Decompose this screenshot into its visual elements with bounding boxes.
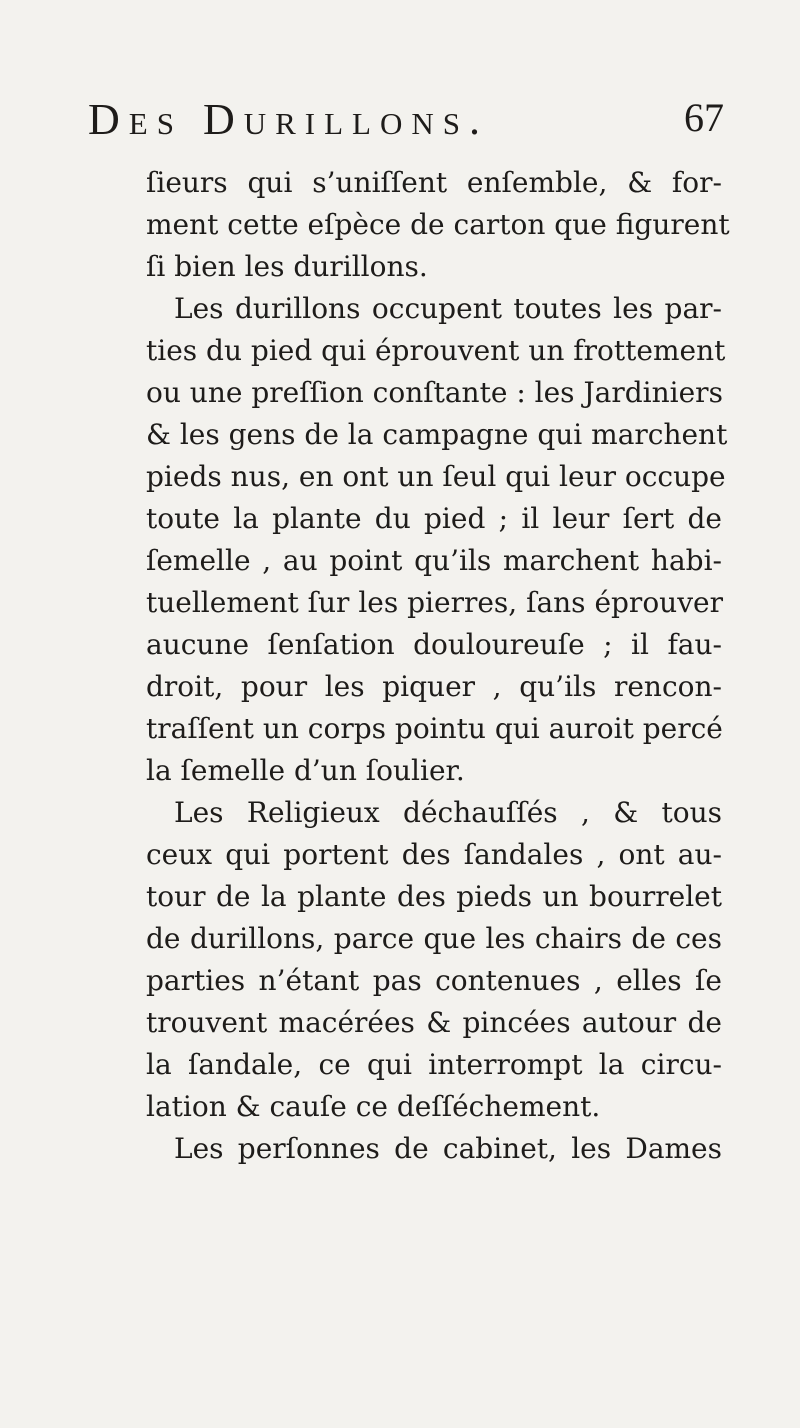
text-line: ties du pied qui éprouvent un frottement: [146, 334, 726, 367]
text-line: ou une preſſion conſtante : les Jardiniers: [146, 376, 723, 409]
text-line: de durillons, parce que les chairs de ces: [146, 922, 722, 955]
text-line: ceux qui portent des ſandales , ont au-: [146, 838, 722, 871]
running-head: [88, 90, 724, 150]
text-line: droit, pour les piquer , qu’ils rencon-: [146, 670, 722, 703]
text-line: ment cette eſpèce de carton que figurent: [146, 208, 730, 241]
text-line: Les durillons occupent toutes les par-: [174, 292, 722, 325]
text-line: Les Religieux déchauſſés , & tous: [174, 796, 722, 829]
text-line: aucune ſenſation douloureuſe ; il fau-: [146, 628, 722, 661]
text-line: lation & cauſe ce deſſéchement.: [146, 1090, 601, 1123]
running-title: Des Durillons.: [88, 95, 490, 144]
text-line: traſſent un corps pointu qui auroit percé: [146, 712, 723, 745]
text-line: pieds nus, en ont un ſeul qui leur occupe: [146, 460, 726, 493]
text-line: tour de la plante des pieds un bourrelet: [146, 880, 722, 913]
text-line: ſi bien les durillons.: [146, 250, 428, 283]
text-line: tuellement ſur les pierres, ſans éprouver: [146, 586, 723, 619]
text-line: ſemelle , au point qu’ils marchent habi-: [146, 544, 722, 577]
page-number: 67: [684, 95, 724, 140]
body-text: [146, 162, 730, 1170]
text-line: toute la plante du pied ; il leur ſert de: [146, 502, 722, 535]
text-line: la ſemelle d’un ſoulier.: [146, 754, 465, 787]
text-line: & les gens de la campagne qui marchent: [146, 418, 728, 451]
text-line: Les perſonnes de cabinet, les Dames: [174, 1132, 722, 1165]
text-line: la ſandale, ce qui interrompt la circu-: [146, 1048, 722, 1081]
text-line: parties n’étant pas contenues , elles ſe: [146, 964, 722, 997]
text-line: trouvent macérées & pincées autour de: [146, 1006, 722, 1039]
text-line: ſieurs qui s’uniſſent enſemble, & for-: [146, 166, 722, 199]
